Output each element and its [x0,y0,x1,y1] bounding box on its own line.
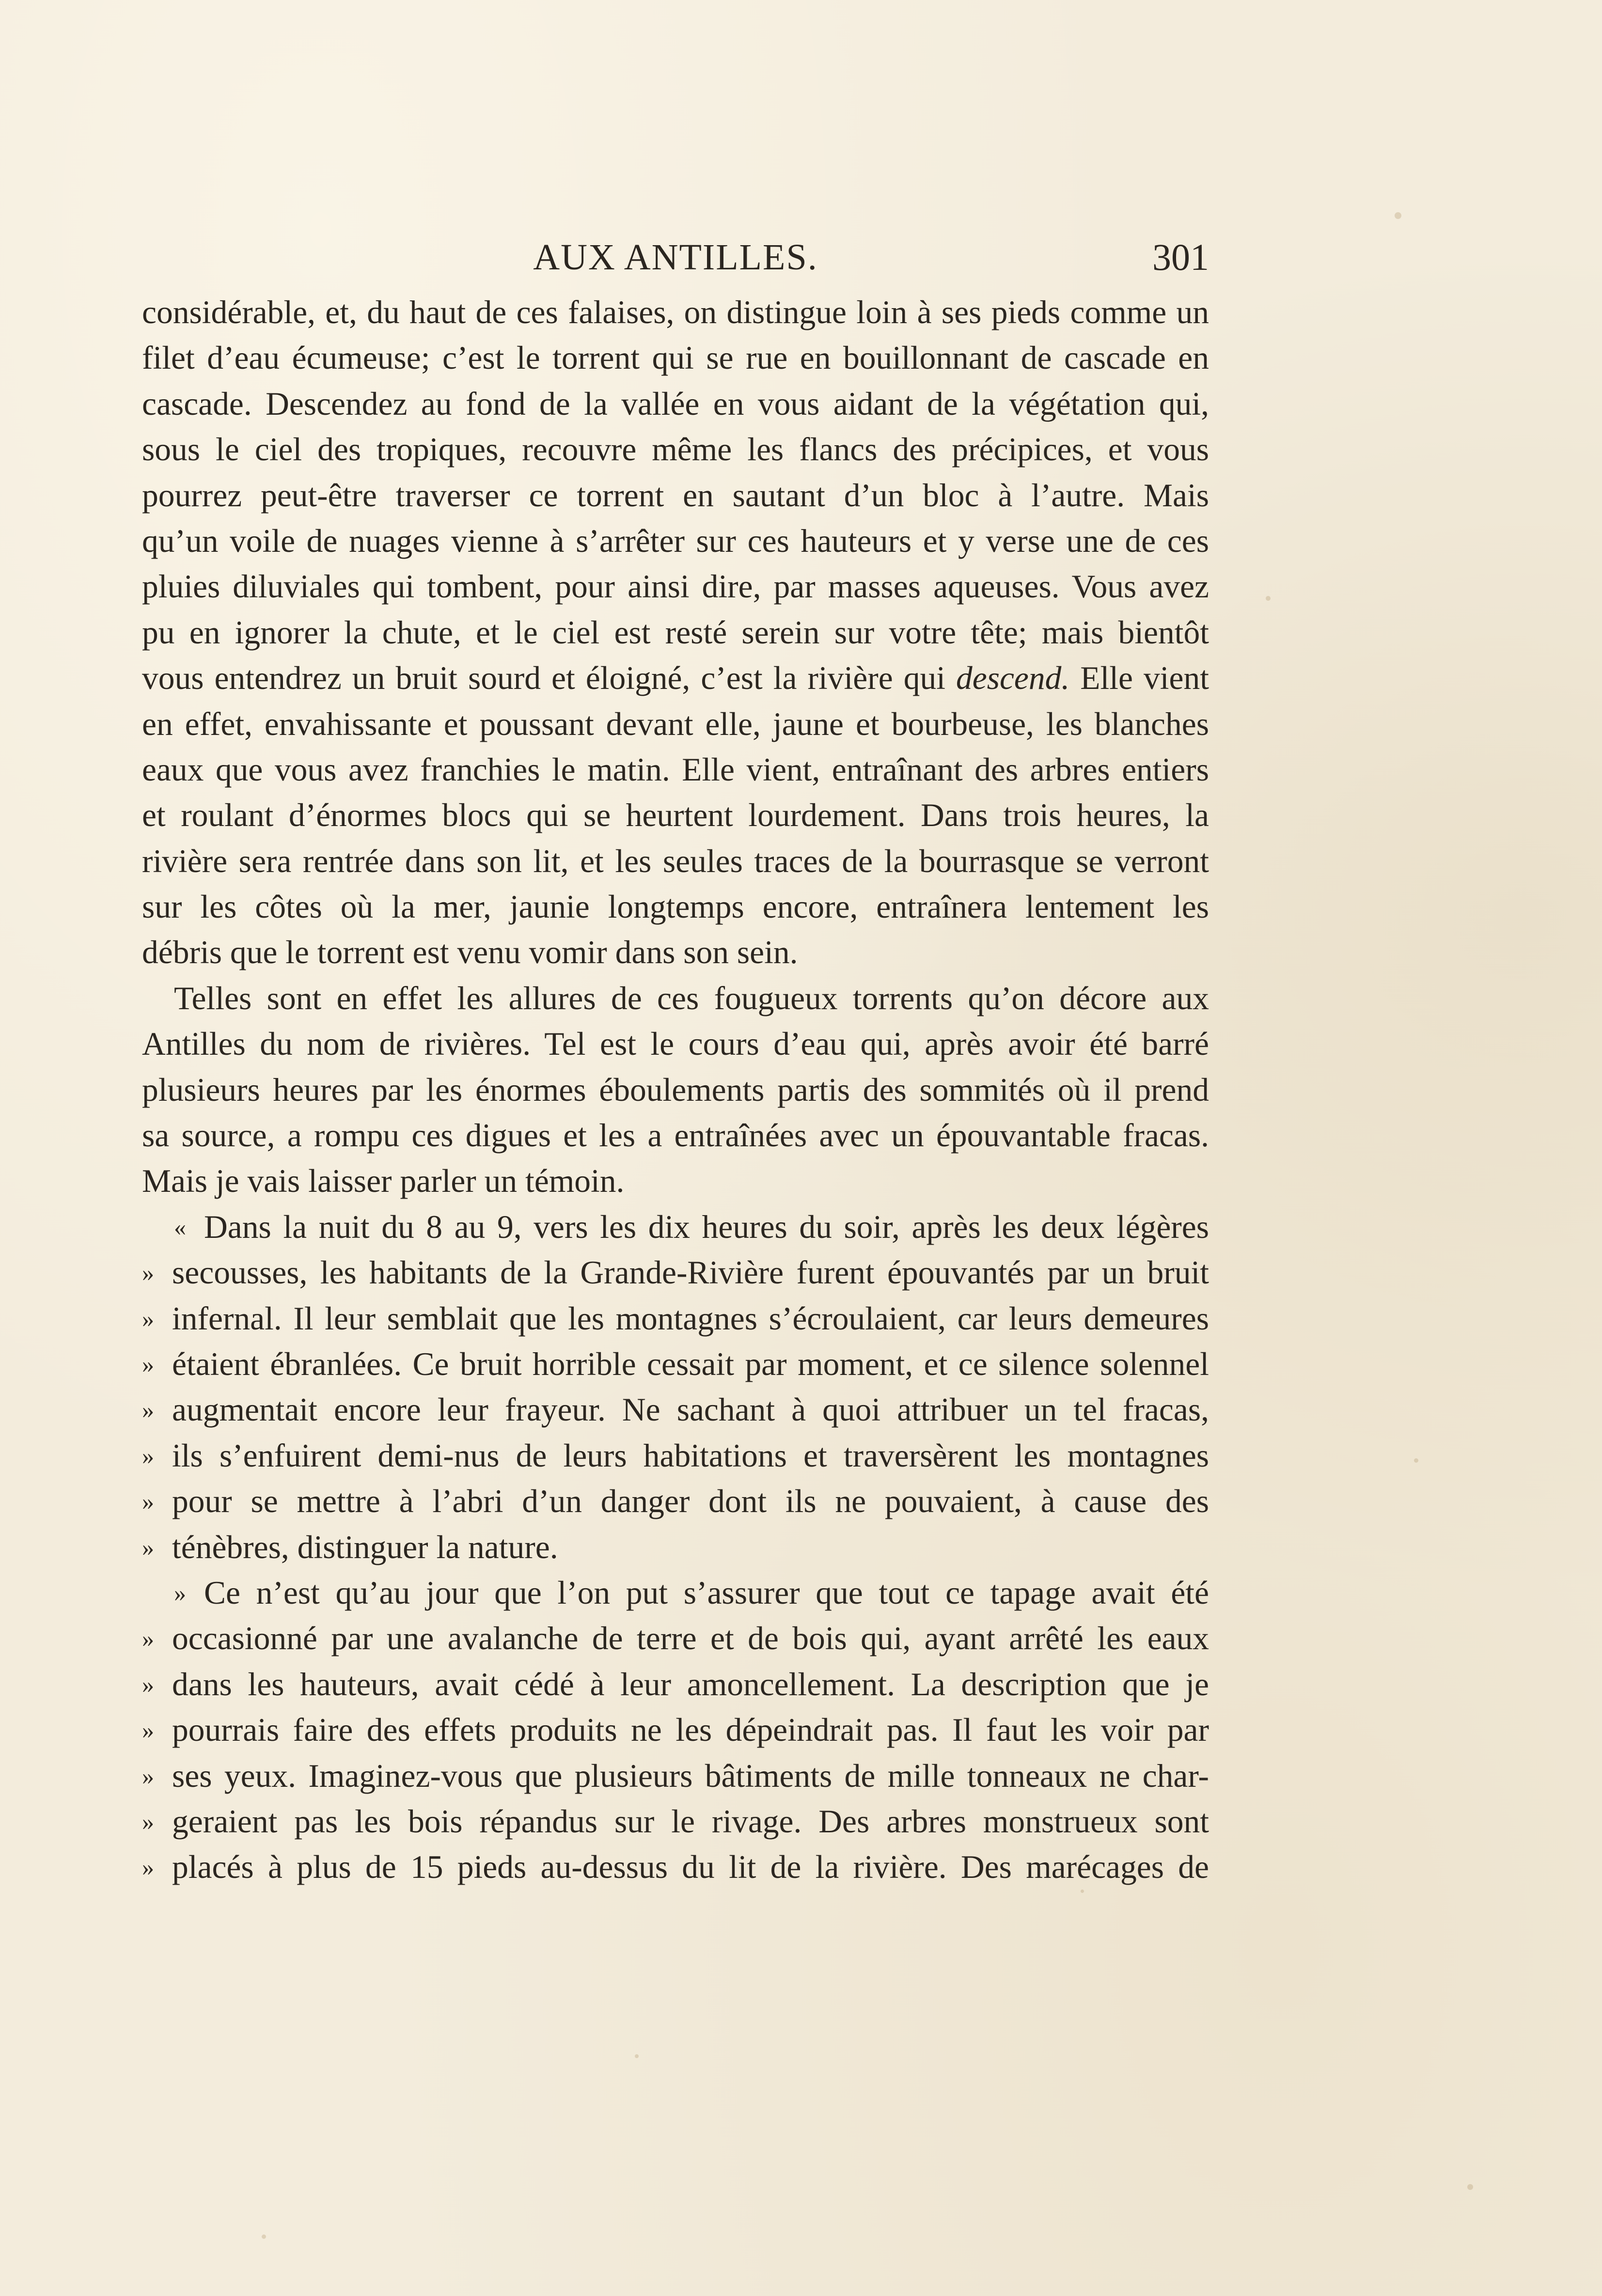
foxing-spot [1266,596,1271,601]
quote-line [142,1433,1209,1479]
text-line: cascade. Descendez au fond de la vallée en vous aidant de la végétation qui, [142,385,1209,422]
text-line [142,656,1209,701]
text-segment: Elle vient [1069,660,1209,697]
quote-mark: » [142,1854,154,1881]
quote-text: augmentait encore leur frayeur. Ne sachant à quoi attribuer un tel fracas, [172,1391,1209,1428]
text-line: Telles sont en effet les allures de ces fougueux torrents qu’on décore aux [174,980,1209,1016]
quote-text: placés à plus de 15 pieds au-dessus du lit de la rivière. Des marécages de [172,1849,1209,1886]
quote-line [142,1662,1209,1707]
foxing-spot [1395,212,1401,219]
quote-text: infernal. Il leur semblait que les montagnes s’écroulaient, car leurs demeures [172,1300,1209,1337]
quote-line [142,1844,1209,1890]
quote-mark: » [142,1762,154,1790]
quote-text: Dans la nuit du 8 au 9, vers les dix heures du soir, après les deux légères [204,1208,1209,1245]
quote-mark: » [142,1671,154,1698]
quote-text: ils s’enfuirent demi-nus de leurs habitations et traversèrent les montagnes [172,1437,1209,1474]
running-title: AUX ANTILLES. [533,237,818,278]
text-line: rivière sera rentrée dans son lit, et les seules traces de la bourrasque se verront [142,843,1209,879]
quote-text: dans les hauteurs, avait cédé à leur amoncellement. La description que je [172,1666,1209,1702]
quote-mark: » [142,1808,154,1835]
text-line: filet d’eau écumeuse; c’est le torrent qui se rue en bouillonnant de cascade en [142,340,1209,376]
text-line: sa source, a rompu ces digues et les a entraînées avec un épouvantable fracas. [142,1117,1209,1154]
text-line: Antilles du nom de rivières. Tel est le cours d’eau qui, après avoir été barré [142,1026,1209,1062]
quote-paragraph [142,1204,1209,1570]
quote-line [142,1570,1209,1616]
quote-mark: » [142,1305,154,1332]
quote-mark: » [174,1579,186,1607]
quote-line [142,1479,1209,1524]
text-line: et roulant d’énormes blocs qui se heurtent lourdement. Dans trois heures, la [142,797,1209,834]
quote-line [142,1204,1209,1250]
text-line: pourrez peut-être traverser ce torrent en sautant d’un bloc à l’autre. Mais [142,477,1209,514]
text-line: pu en ignorer la chute, et le ciel est resté serein sur votre tête; mais bientôt [142,614,1209,651]
quote-text: secousses, les habitants de la Grande-Rivière furent épouvantés par un bruit [172,1254,1209,1291]
quote-text: Ce n’est qu’au jour que l’on put s’assurer que tout ce tapage avait été [204,1574,1209,1611]
running-head [142,231,1209,284]
quote-mark: » [142,1350,154,1378]
quote-line [142,1616,1209,1661]
text-line: en effet, envahissante et poussant devant elle, jaune et bourbeuse, les blanches [142,705,1209,742]
quote-line [142,1799,1209,1844]
quote-line [142,1525,1209,1570]
quote-mark: » [142,1533,154,1561]
quote-mark: » [142,1396,154,1424]
quote-mark: » [142,1488,154,1515]
quote-text: ses yeux. Imaginez-vous que plusieurs bâtiments de mille tonneaux ne char- [172,1757,1209,1794]
quote-text: ténèbres, distinguer la nature. [172,1529,558,1565]
foxing-spot [635,2054,639,2058]
paragraph [142,976,1209,1204]
quote-line [142,1707,1209,1753]
quote-line [142,1296,1209,1342]
quote-text: occasionné par une avalanche de terre et de bois qui, ayant arrêté les eaux [172,1620,1209,1657]
foxing-spot [1467,2184,1473,2190]
quote-line [142,1342,1209,1387]
quote-mark: » [142,1625,154,1653]
quote-mark: » [142,1259,154,1287]
quote-mark: » [142,1442,154,1469]
quote-line [142,1753,1209,1799]
text-line: eaux que vous avez franchies le matin. Elle vient, entraînant des arbres entiers [142,751,1209,788]
text-line: débris que le torrent est venu vomir dans son sein. [142,934,798,971]
text-line: Mais je vais laisser parler un témoin. [142,1163,625,1200]
text-line: plusieurs heures par les énormes éboulements partis des sommités où il prend [142,1071,1209,1108]
quote-mark: » [142,1717,154,1744]
quote-paragraph [142,1570,1209,1890]
text-line: sur les côtes où la mer, jaunie longtemps encore, entraînera lentement les [142,889,1209,925]
quote-line [142,1387,1209,1433]
quote-text: pourrais faire des effets produits ne les dépeindrait pas. Il faut les voir par [172,1712,1209,1749]
italic-word: descend. [956,660,1070,697]
text-line: qu’un voile de nuages vienne à s’arrêter sur ces hauteurs et y verse une de ces [142,522,1209,559]
quote-line [142,1250,1209,1296]
text-line: sous le ciel des tropiques, recouvre même les flancs des précipices, et vous [142,431,1209,468]
quote-text: pour se mettre à l’abri d’un danger dont ils ne pouvaient, à cause des [172,1483,1209,1520]
quote-mark: « [174,1213,186,1241]
page-number: 301 [1152,236,1209,278]
text-segment: vous entendrez un bruit sourd et éloigné, c’est la rivière qui [142,660,956,697]
quote-text: étaient ébranlées. Ce bruit horrible cessait par moment, et ce silence solennel [172,1345,1209,1382]
foxing-spot [1414,1458,1418,1463]
quote-text: geraient pas les bois répandus sur le rivage. Des arbres monstrueux sont [172,1803,1209,1840]
body-text [142,290,1209,1890]
paragraph [142,290,1209,976]
text-line: pluies diluviales qui tombent, pour ainsi dire, par masses aqueuses. Vous avez [142,568,1209,605]
foxing-spot [262,2234,266,2239]
text-line: considérable, et, du haut de ces falaises, on distingue loin à ses pieds comme un [142,294,1209,330]
